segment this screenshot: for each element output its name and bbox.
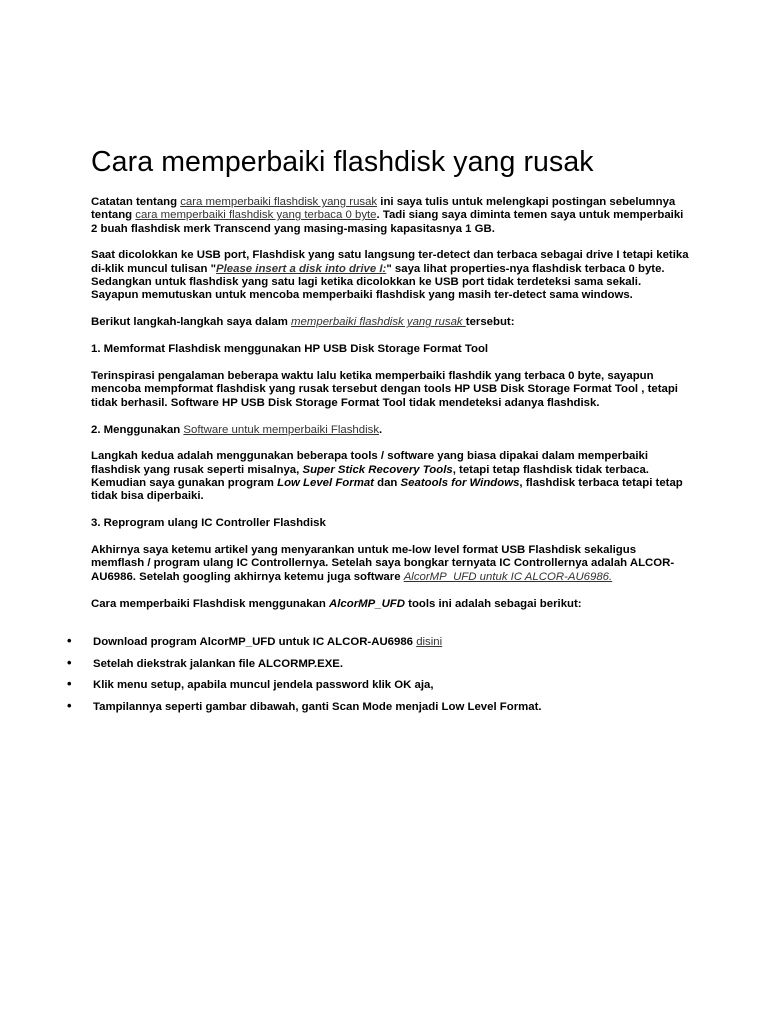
insert-disk-message-link[interactable]: Please insert a disk into drive I: <box>216 262 387 275</box>
bullet-icon: • <box>67 633 72 648</box>
text: Berikut langkah-langkah saya dalam <box>91 316 292 329</box>
list-item-text: Tampilannya seperti gambar dibawah, ganti Scan Mode menjadi Low Level Format. <box>93 700 542 713</box>
text: , flashdisk terbaca tetapi tetap tidak bisa diperbaiki. <box>91 477 683 503</box>
bullet-icon: • <box>67 697 72 713</box>
text: 2. Menggunakan <box>91 423 184 436</box>
list-item <box>67 697 707 722</box>
text: . Tadi siang saya diminta temen saya untuk memperbaiki 2 buah flashdisk merk Transcend yang masing-masing kapasitasnya 1 GB. <box>91 209 684 235</box>
article-body <box>91 196 691 624</box>
text: dan <box>373 477 401 490</box>
text: ini saya tulis untuk melengkapi postingan sebelumnya tentang <box>91 196 676 222</box>
link-flashdisk-terbaca-0-byte[interactable]: cara memperbaiki flashdisk yang terbaca 0 byte <box>135 209 377 222</box>
list-item <box>67 678 707 700</box>
text: Download program AlcorMP_UFD untuk IC ALCOR-AU6986 <box>93 636 417 648</box>
step-2-heading <box>91 424 691 437</box>
text: Akhirnya saya ketemu artikel yang menyarankan untuk me-low level format USB Flashdisk sekaligus memflash / program ulang IC Controllernya. Setelah saya bongkar ternyata IC Controllernya adalah ALCOR-AU6986. Setelah googling akhirnya ketemu juga software <box>91 544 675 583</box>
step-1-heading: 1. Memformat Flashdisk menggunakan HP USB Disk Storage Format Tool <box>91 343 489 356</box>
text: Catatan tentang <box>91 196 181 208</box>
link-software-memperbaiki-flashdisk[interactable]: Software untuk memperbaiki Flashdisk <box>183 423 380 436</box>
text: Cara memperbaiki Flashdisk menggunakan <box>91 597 330 610</box>
link-disini[interactable]: disini <box>416 636 443 648</box>
list-item-text: Klik menu setup, apabila muncul jendela password klik OK aja, <box>93 679 434 691</box>
text: tersebut: <box>465 316 515 329</box>
paragraph-step-1: Terinspirasi pengalaman beberapa waktu lalu ketika memperbaiki flashdik yang terbaca 0 byte, sayapun mencoba mempformat flashdisk yang rusak tersebut dengan tools HP USB Disk Storage Format Tool , tetapi tidak berhasil. Software HP USB Disk Storage Format Tool tidak mendeteksi adanya flashdisk. <box>91 370 678 409</box>
text: Saat dicolokkan ke USB port, Flashdisk yang satu langsung ter-detect dan terbaca sebagai drive I tetapi ketika di-klik muncul tulisan " <box>91 249 689 275</box>
text: . <box>379 423 383 436</box>
paragraph-step-3 <box>91 544 691 584</box>
list-item <box>67 654 707 679</box>
emphasis: AlcorMP_UFD <box>329 597 405 610</box>
link-cara-memperbaiki-flashdisk-rusak[interactable]: cara memperbaiki flashdisk yang rusak <box>180 196 378 208</box>
emphasis: Low Level Format <box>277 477 374 490</box>
page-title: Cara memperbaiki flashdisk yang rusak <box>91 146 594 178</box>
text: Langkah kedua adalah menggunakan beberapa tools / software yang biasa dipakai dalam memperbaiki flashdisk yang rusak seperti misalnya, <box>91 450 649 476</box>
list-item <box>67 635 707 657</box>
paragraph-steps-intro <box>91 316 691 329</box>
emphasis: Seatools for Windows <box>400 477 520 490</box>
instruction-list <box>67 635 707 721</box>
step-3-heading: 3. Reprogram ulang IC Controller Flashdisk <box>91 517 326 530</box>
text: , tetapi tetap flashdisk tidak terbaca. Kemudian saya gunakan program <box>91 463 649 490</box>
list-item-text <box>93 635 442 649</box>
paragraph-step-2 <box>91 450 691 503</box>
bullet-icon: • <box>67 676 72 691</box>
paragraph-intro <box>91 196 691 236</box>
paragraph-usb-port <box>91 249 691 302</box>
list-item-text: Setelah diekstrak jalankan file ALCORMP.EXE. <box>93 657 344 670</box>
emphasis: Super Stick Recovery Tools <box>302 463 453 476</box>
text: tools ini adalah sebagai berikut: <box>404 597 582 610</box>
text: " saya lihat properties-nya flashdisk terbaca 0 byte. Sedangkan untuk flashdisk yang satu lagi ketika dicolokkan ke USB port tidak terdeteksi sama sekali. Sayapun memutuskan untuk mencoba memperbaiki flashdisk yang masih ter-detect sama windows. <box>91 262 665 302</box>
link-alcormp-ufd[interactable]: AlcorMP_UFD untuk IC ALCOR-AU6986. <box>403 570 613 583</box>
bullet-icon: • <box>67 654 72 670</box>
paragraph-alcormp-intro <box>91 598 691 611</box>
link-memperbaiki-flashdisk-rusak[interactable]: memperbaiki flashdisk yang rusak <box>291 316 466 329</box>
